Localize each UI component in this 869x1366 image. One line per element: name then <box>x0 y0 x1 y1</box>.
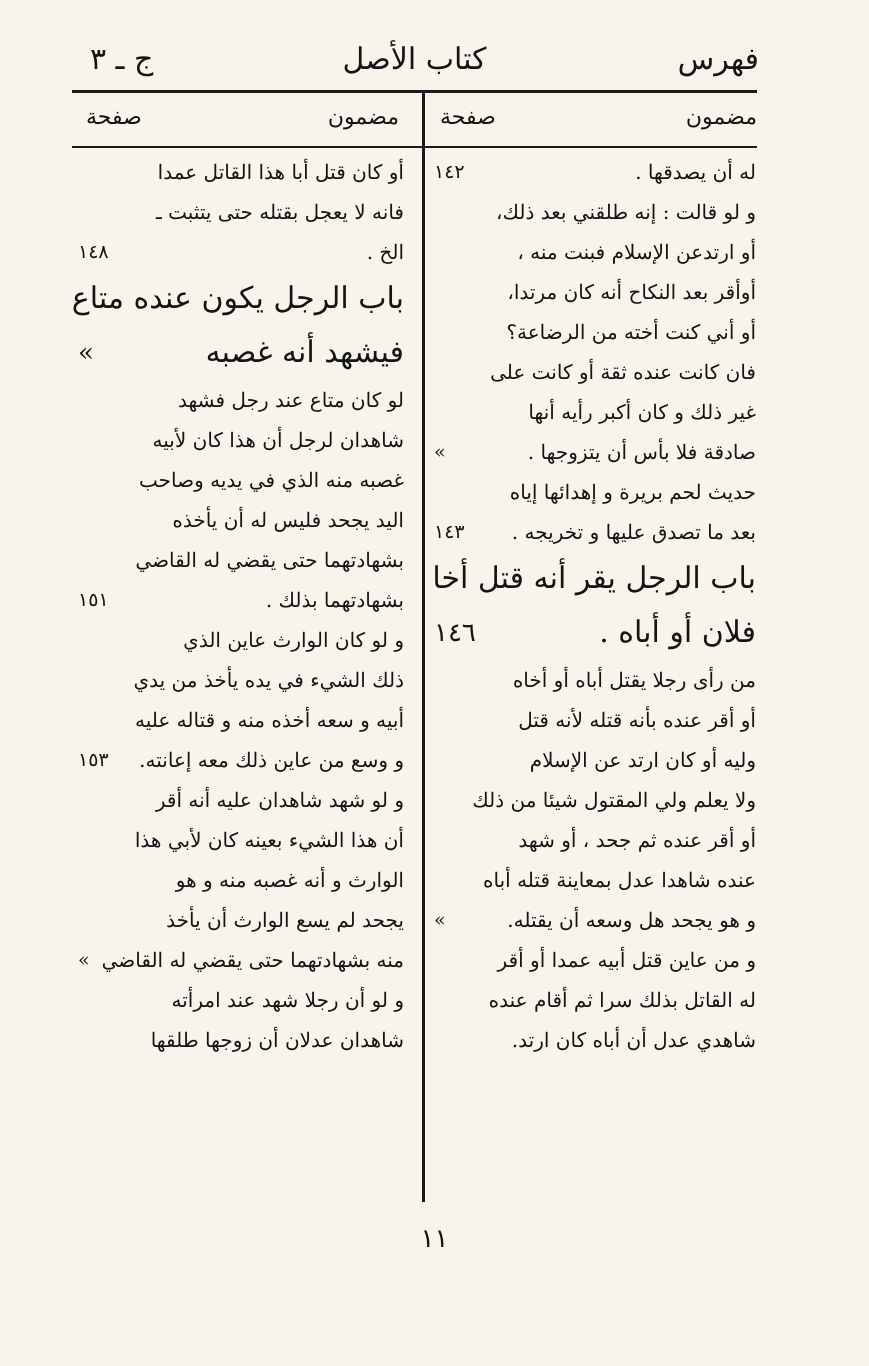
index-entry-line <box>434 312 756 352</box>
entry-text: فانه لا يعجل بقتله حتى يتثبت ـ <box>155 200 404 224</box>
index-entry-line <box>434 192 756 232</box>
index-entry-line <box>434 272 756 312</box>
index-entry-line <box>78 900 404 940</box>
entry-text: ذلك الشيء في يده يأخذ من يدي <box>133 668 404 692</box>
entry-text: اليد يجحد فليس له أن يأخذه <box>172 508 404 532</box>
index-entry-line <box>78 700 404 740</box>
entry-page-number: ١٤٨ <box>78 241 109 263</box>
entry-text: باب الرجل يكون عنده متاع <box>71 281 404 316</box>
index-entry-line <box>78 152 404 192</box>
index-entry-line <box>434 1020 756 1060</box>
index-entry-line <box>78 780 404 820</box>
entry-text: له القاتل بذلك سرا ثم أقام عنده <box>488 988 756 1012</box>
entry-text: و لو أن رجلا شهد عند امرأته <box>171 988 404 1012</box>
index-entry-line <box>434 432 756 472</box>
index-entry-line <box>434 780 756 820</box>
entry-text: و لو قالت : إنه طلقني بعد ذلك، <box>496 200 756 224</box>
entry-page-number: ١٤٢ <box>434 161 465 183</box>
entry-text: أوأقر بعد النكاح أنه كان مرتدا، <box>507 280 756 304</box>
entry-text: و لو شهد شاهدان عليه أنه أقر <box>155 788 404 812</box>
page-number: ١١ <box>420 1224 449 1254</box>
index-entry-line <box>434 940 756 980</box>
entry-text: شاهدي عدل أن أباه كان ارتد. <box>511 1028 756 1052</box>
entry-text: فلان أو أباه . <box>599 615 756 650</box>
entry-text: أو أقر عنده ثم جحد ، أو شهد <box>518 828 756 852</box>
entry-text: بشهادتهما بذلك . <box>265 588 404 612</box>
index-entry-line <box>78 232 404 272</box>
index-entry-line <box>434 232 756 272</box>
chapter-heading <box>434 552 756 606</box>
left-column-entries <box>71 152 404 1060</box>
right-column-page-header: صفحة <box>440 105 496 130</box>
right-column-entries <box>434 152 756 1060</box>
entry-text: صادقة فلا بأس أن يتزوجها . <box>527 440 756 464</box>
index-entry-line <box>78 540 404 580</box>
index-entry-line <box>434 860 756 900</box>
header-volume: ج ـ ٣ <box>90 42 154 77</box>
left-column-page-header: صفحة <box>86 105 142 130</box>
header-rule <box>72 90 757 93</box>
entry-text: لو كان متاع عند رجل فشهد <box>177 388 404 412</box>
index-entry-line <box>434 352 756 392</box>
index-entry-line <box>434 660 756 700</box>
index-entry-line <box>78 740 404 780</box>
entry-text: وليه أو كان ارتد عن الإسلام <box>529 748 756 772</box>
index-entry-line <box>78 192 404 232</box>
index-entry-line <box>78 500 404 540</box>
index-entry-line <box>78 980 404 1020</box>
entry-text: و لو كان الوارث عاين الذي <box>183 628 404 652</box>
entry-text: شاهدان عدلان أن زوجها طلقها <box>150 1028 404 1052</box>
index-entry-line <box>78 860 404 900</box>
index-entry-line <box>78 620 404 660</box>
entry-text: باب الرجل يقر أنه قتل أخا <box>432 561 756 596</box>
chapter-heading <box>71 272 404 326</box>
index-entry-line <box>78 1020 404 1060</box>
index-entry-line <box>78 380 404 420</box>
index-entry-line <box>78 420 404 460</box>
entry-page-number: « <box>434 441 446 463</box>
entry-text: و من عاين قتل أبيه عمدا أو أقر <box>497 948 756 972</box>
index-entry-line <box>434 740 756 780</box>
entry-text: و هو يجحد هل وسعه أن يقتله. <box>507 908 756 932</box>
index-entry-line <box>434 512 756 552</box>
entry-text: أبيه و سعه أخذه منه و قتاله عليه <box>134 708 404 732</box>
entry-text: ولا يعلم ولي المقتول شيئا من ذلك <box>472 788 756 812</box>
entry-text: من رأى رجلا يقتل أباه أو أخاه <box>512 668 756 692</box>
entry-text: الوارث و أنه غصبه منه و هو <box>175 868 404 892</box>
entry-text: أو ارتدعن الإسلام فبنت منه ، <box>517 240 756 264</box>
entry-text: له أن يصدقها . <box>635 160 756 184</box>
index-entry-line <box>434 820 756 860</box>
entry-page-number: « <box>78 338 94 368</box>
entry-page-number: ١٤٦ <box>434 618 476 648</box>
entry-text: أو أقر عنده بأنه قتله لأنه قتل <box>518 708 756 732</box>
index-entry-line <box>434 700 756 740</box>
running-head <box>70 40 759 80</box>
entry-text: فيشهد أنه غصبه <box>205 335 404 370</box>
entry-page-number: « <box>434 909 446 931</box>
entry-text: أن هذا الشيء بعينه كان لأبي هذا <box>134 828 404 852</box>
column-divider <box>422 92 425 1202</box>
entry-text: غصبه منه الذي في يديه وصاحب <box>139 468 404 492</box>
entry-text: و وسع من عاين ذلك معه إعانته. <box>139 748 404 772</box>
entry-text: حديث لحم بريرة و إهدائها إياه <box>509 480 756 504</box>
entry-text: بعد ما تصدق عليها و تخريجه . <box>511 520 756 544</box>
entry-text: عنده شاهدا عدل بمعاينة قتله أباه <box>483 868 756 892</box>
index-entry-line <box>434 152 756 192</box>
index-entry-line <box>78 940 404 980</box>
entry-text: أو كان قتل أبا هذا القاتل عمدا <box>157 160 404 184</box>
index-entry-line <box>434 900 756 940</box>
header-book-title: كتاب الأصل <box>342 42 487 77</box>
entry-text: أو أني كنت أخته من الرضاعة؟ <box>506 320 756 344</box>
entry-text: بشهادتهما حتى يقضي له القاضي <box>135 548 404 572</box>
column-header-rule <box>72 146 757 148</box>
entry-page-number: « <box>78 949 90 971</box>
entry-text: منه بشهادتهما حتى يقضي له القاضي <box>101 948 404 972</box>
right-column-subject-header: مضمون <box>685 105 757 130</box>
entry-text: غير ذلك و كان أكبر رأيه أنها <box>528 400 756 424</box>
index-entry-line <box>78 660 404 700</box>
entry-page-number: ١٥١ <box>78 589 109 611</box>
entry-page-number: ١٥٣ <box>78 749 109 771</box>
index-entry-line <box>434 392 756 432</box>
entry-text: شاهدان لرجل أن هذا كان لأبيه <box>152 428 404 452</box>
entry-page-number: ١٤٣ <box>434 521 465 543</box>
left-column-subject-header: مضمون <box>327 105 399 130</box>
index-entry-line <box>434 980 756 1020</box>
entry-text: يجحد لم يسع الوارث أن يأخذ <box>166 908 404 932</box>
entry-text: الخ . <box>366 240 404 264</box>
chapter-heading <box>434 606 756 660</box>
header-index-label: فهرس <box>677 42 759 77</box>
index-entry-line <box>78 460 404 500</box>
index-entry-line <box>434 472 756 512</box>
index-entry-line <box>78 820 404 860</box>
chapter-heading <box>78 326 404 380</box>
index-entry-line <box>78 580 404 620</box>
entry-text: فان كانت عنده ثقة أو كانت على <box>490 360 756 384</box>
